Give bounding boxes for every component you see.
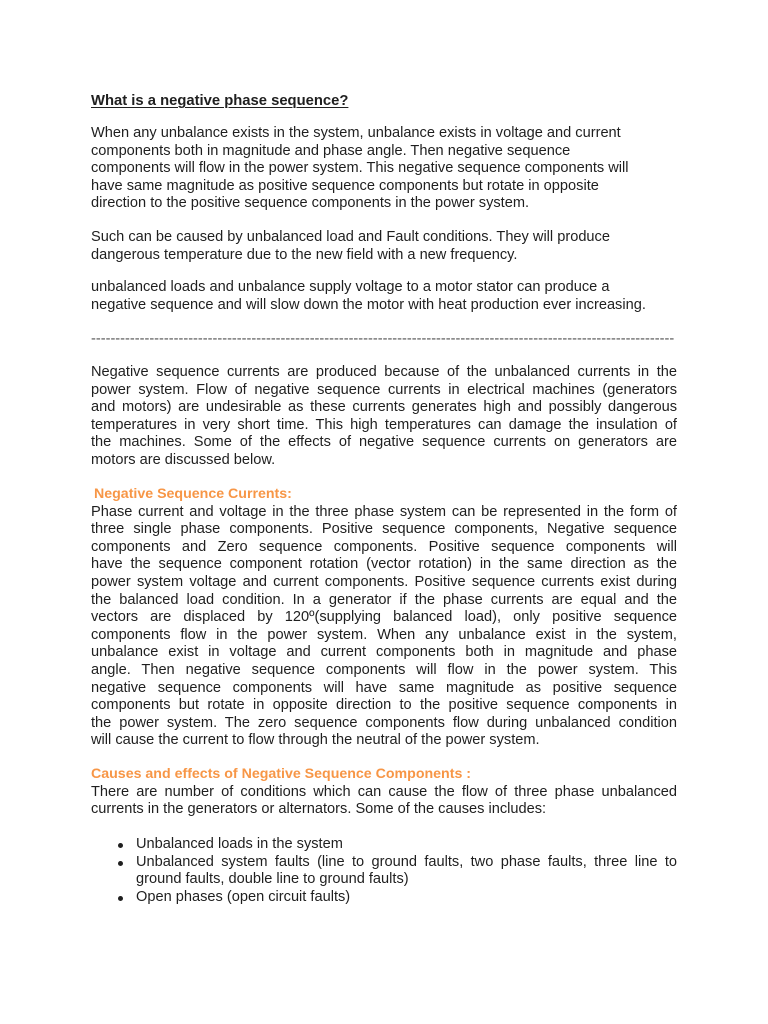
- paragraph-line: components both in magnitude and phase angle. Then negative sequence: [91, 142, 571, 159]
- paragraph-line: Negative sequence currents are produced because of the unbalanced currents in the: [91, 364, 677, 380]
- paragraph-line: components flow in the power system. When any unbalance exist in the system,: [91, 626, 677, 643]
- paragraph-line: power system voltage and current components. Positive sequence currents exist during: [91, 573, 677, 590]
- paragraph-line: dangerous temperature due to the new field with a new frequency.: [91, 246, 518, 263]
- paragraph-causes: [91, 229, 677, 264]
- paragraph-line: temperatures in very short time. This high temperatures can damage the insulation of: [91, 416, 677, 433]
- paragraph-line: unbalanced loads and unbalance supply voltage to a motor stator can produce a: [91, 279, 610, 295]
- section-causes-and-effects: [91, 766, 677, 819]
- paragraph-line: motors are discussed below.: [91, 451, 276, 468]
- document-title: [91, 93, 677, 111]
- section-heading: Causes and effects of Negative Sequence Components :: [91, 766, 472, 782]
- paragraph-line: have the sequence component rotation (vector rotation) in the same direction as the: [91, 556, 677, 573]
- paragraph-line: When any unbalance exists in the system, unbalance exists in voltage and current: [91, 125, 621, 141]
- paragraph-line: the balanced load condition. In a generator if the phase currents are equal and the: [91, 591, 677, 608]
- paragraph-line: currents in the generators or alternators. Some of the causes includes:: [91, 801, 547, 818]
- section-heading: Negative Sequence Currents:: [94, 486, 292, 502]
- paragraph-definition: [91, 125, 677, 213]
- paragraph-line: Such can be caused by unbalanced load and Fault conditions. They will produce: [91, 229, 610, 245]
- bullet-list: [91, 836, 677, 906]
- bullet-icon: [118, 843, 123, 848]
- bullet-item: [91, 836, 677, 854]
- bullet-item: [91, 854, 677, 889]
- bullet-text-line: Open phases (open circuit faults): [136, 888, 351, 905]
- paragraph-line: power system. Flow of negative sequence currents in electrical machines (generators: [91, 381, 677, 398]
- paragraph-line: components will flow in the power system. This negative sequence components will: [91, 160, 629, 177]
- paragraph-line: negative sequence components will have same magnitude as positive sequence: [91, 679, 677, 696]
- bullet-item: [91, 889, 677, 907]
- paragraph-line: and motors) are undesirable as these currents generates high and possibly dangerous: [91, 399, 677, 416]
- bullet-text-line: Unbalanced system faults (line to ground faults, two phase faults, three line to: [136, 853, 677, 870]
- paragraph-line: components but rotate in opposite direction to the positive sequence components in: [91, 697, 677, 714]
- paragraph-line: vectors are displaced by 120º(supplying balanced load), only positive sequence: [91, 609, 677, 626]
- paragraph-line: components and Zero sequence components. Positive sequence components will: [91, 538, 677, 555]
- paragraph-line: direction to the positive sequence components in the power system.: [91, 195, 530, 212]
- paragraph-line: three single phase components. Positive sequence components, Negative sequence: [91, 521, 677, 538]
- bullet-text-line: Unbalanced loads in the system: [136, 836, 343, 852]
- paragraph-line: Phase current and voltage in the three phase system can be represented in the form of: [91, 503, 677, 520]
- bullet-icon: [118, 861, 123, 866]
- paragraph-line: the power system. The zero sequence components flow during unbalanced condition: [91, 714, 677, 731]
- separator-line: ------------------------------------------------------------------------------------------------------------------------: [91, 331, 675, 347]
- paragraph-line: negative sequence and will slow down the motor with heat production ever increasing.: [91, 296, 646, 313]
- paragraph-motor-effects: [91, 279, 677, 314]
- section-negative-sequence-currents: [91, 486, 677, 750]
- paragraph-line: unbalance exist in voltage and current components both in magnitude and phase: [91, 644, 677, 661]
- document-title-text: What is a negative phase sequence?: [91, 93, 349, 109]
- paragraph-line: will cause the current to flow through the neutral of the power system.: [91, 732, 540, 749]
- paragraph-overview: [91, 364, 677, 470]
- bullet-text-line: ground faults, double line to ground faults): [136, 871, 409, 888]
- paragraph-line: have same magnitude as positive sequence components but rotate in opposite: [91, 177, 599, 194]
- paragraph-line: angle. Then negative sequence components will flow in the power system. This: [91, 661, 677, 678]
- paragraph-line: the machines. Some of the effects of negative sequence currents on generators are: [91, 434, 677, 451]
- paragraph-line: There are number of conditions which can cause the flow of three phase unbalanced: [91, 783, 677, 800]
- bullet-icon: [118, 896, 123, 901]
